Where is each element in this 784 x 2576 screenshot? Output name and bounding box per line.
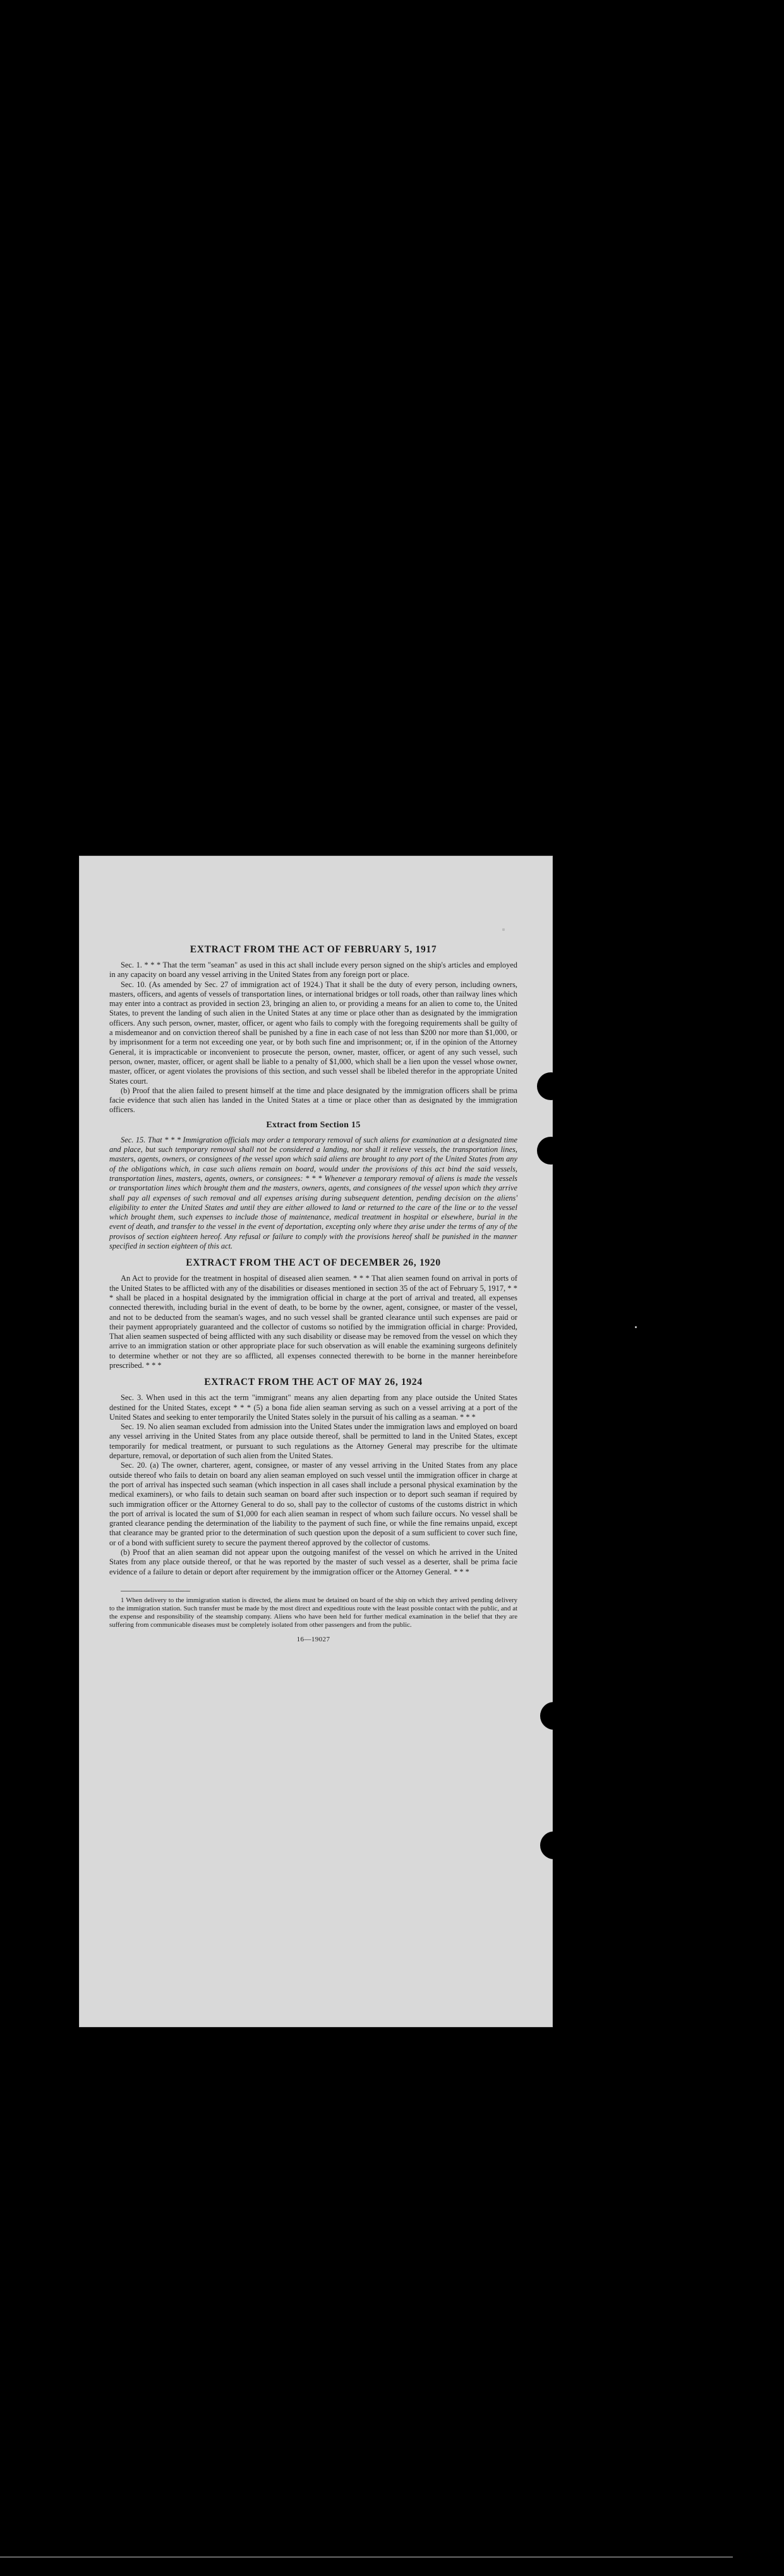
document-body (109, 944, 517, 1643)
spacer (109, 1251, 517, 1257)
heading-act-1920: EXTRACT FROM THE ACT OF DECEMBER 26, 1920 (186, 1257, 441, 1269)
heading-act-1917: EXTRACT FROM THE ACT OF FEBRUARY 5, 1917 (190, 944, 437, 955)
scan-speck (502, 928, 505, 931)
punch-hole-1 (537, 1072, 553, 1100)
spacer (109, 1370, 517, 1377)
paragraph-sec-20-b: (b) Proof that an alien seaman did not appear upon the outgoing manifest of the vessel on which he arrived in the United States from any place outside thereof, or that he was reported by the master of such vessel as a deserter, shall be prima facie evidence of a failure to detain or deport after requirement by the immigration officer or the Attorney General. * * * (109, 1548, 517, 1576)
paragraph-sec-19: Sec. 19. No alien seaman excluded from admission into the United States under the immigration laws and employed on board any vessel arriving in the United States from any place outside thereof, shall be permitted to land in the United States, except temporarily for medical treatment, or pursuant to such regulations as the Attorney General may prescribe for the ultimate departure, removal, or deportation of such alien from the United States. (109, 1422, 517, 1461)
paragraph-sec-20-a: Sec. 20. (a) The owner, charterer, agent, consignee, or master of any vessel arriving in the United States from any place outside thereof who fails to detain on board any alien seaman employed on such vessel until the immigration officer in charge at the port of arrival has inspected such seaman (which inspection in all cases shall include a personal physical examination by the medical examiners), or who fails to detain such seaman on board after such inspection or to deport such seaman if required by such immigration officer or the Attorney General to do so, shall pay to the collector of customs of the customs district in which the port of arrival is located the sum of $1,000 for each alien seaman in respect of whom such failure occurs. No vessel shall be granted clearance pending the determination of the liability to the payment of such fine, or while the fine remains unpaid, except that clearance may be granted prior to the determination of such question upon the deposit of a sum sufficient to cover such fine, or of a bond with sufficient surety to secure the payment thereof approved by the collector of customs. (109, 1461, 517, 1547)
punch-hole-4 (540, 1831, 553, 1859)
paragraph-sec-15: Sec. 15. That * * * Immigration officials may order a temporary removal of such aliens for examination at a designated time and place, but such temporary removal shall not be considered a landing, nor shall it relieve vessels, the transportation lines, masters, agents, owners, or consignees of the vessel upon which said aliens are brought to any port of the United States from any of the obligations which, in case such aliens remain on board, would under the provisions of this act bind the said vessels, transportation lines, masters, agents, owners, or consignees: * * * Whenever a temporary removal of aliens is made the vessels or transportation lines which brought them and the masters, owners, agents, and consignees of the vessel upon which they arrive shall pay all expenses of such removal and all expenses arising during subsequent detention, pending decision on the aliens' eligibility to enter the United States and until they are either allowed to land or returned to the care of the line or to the vessel which brought them, such expenses to include those of maintenance, medical treatment in hospital or elsewhere, burial in the event of death, and transfer to the vessel in the event of deportation, excepting only where they arise under the terms of any of the provisos of section eighteen hereof. Any refusal or failure to comply with the provisions hereof shall be punished in the manner specified in section eighteen of this act. (109, 1135, 517, 1251)
heading-act-1924: EXTRACT FROM THE ACT OF MAY 26, 1924 (204, 1377, 423, 1388)
paragraph-sec-1: Sec. 1. * * * That the term "seaman" as used in this act shall include every person signed on the ship's articles and employed in any capacity on board any vessel arriving in the United States from any foreign port or place. (109, 961, 517, 979)
punch-hole-2 (537, 1137, 553, 1165)
paragraph-act-1920: An Act to provide for the treatment in hospital of diseased alien seamen. * * * That alien seamen found on arrival in ports of the United States to be afflicted with any of the disabilities or diseases mentioned in section 35 of the act of February 5, 1917, * * * shall be placed in a hospital designated by the immigration official in charge at the port of arrival and treated, all expenses connected therewith, including burial in the event of death, to be borne by the owner, agent, consignee, or master of the vessel, and not to be deducted from the seaman's wages, and no such vessel shall be granted clearance until such expenses are paid or their payment appropriately guaranteed and the collector of customs so notified by the immigration official in charge: Provided, That alien seamen suspected of being afflicted with any such disability or disease may be removed from the vessel on which they arrive to an immigration station or other appropriate place for such observation as will enable the examining surgeons definitely to determine whether or not they are so afflicted, all expenses connected therewith to be borne in the manner hereinbefore prescribed. * * * (109, 1274, 517, 1370)
document-page (79, 856, 553, 2027)
punch-hole-3 (540, 1702, 553, 1730)
footnote: 1 When delivery to the immigration station is directed, the aliens must be detained on board of the ship on which they arrived pending delivery to the immigration station. Such transfer must be made by the most direct and expeditious route with the least possible contact with the public, and at the expense and responsibility of the steamship company. Aliens who have been held for further medical examination in the belief that they are suffering from communicable diseases must be completely isolated from other passengers and from the public. (109, 1596, 517, 1629)
scan-edge-line (0, 2556, 733, 2558)
paragraph-sec-10-b: (b) Proof that the alien failed to present himself at the time and place designated by the immigration officers shall be prima facie evidence that such alien has landed in the United States at a time or place other than as designated by the immigration officers. (109, 1086, 517, 1115)
paragraph-sec-10: Sec. 10. (As amended by Sec. 27 of immigration act of 1924.) That it shall be the duty of every person, including owners, masters, officers, and agents of vessels of transportation lines, or international bridges or toll roads, other than railway lines which may enter into a contract as provided in section 23, bringing an alien to, or providing a means for an alien to come to, the United States, to prevent the landing of such alien in the United States at any time or place other than as designated by the immigration officers. Any such person, owner, master, officer, or agent who fails to comply with the foregoing requirements shall be guilty of a misdemeanor and on conviction thereof shall be punished by a fine in each case of not less than $200 nor more than $1,000, or by imprisonment for a term not exceeding one year, or by both such fine and imprisonment; or, if in the opinion of the Attorney General, it is impracticable or inconvenient to prosecute the person, owner, master, officer, or agent of any such vessel, such person, owner, master, officer, or agent shall be liable to a penalty of $1,000, which shall be a lien upon the vessel whose owner, master, officer, or agent violates the provisions of this section, and such vessel shall be libeled therefor in the appropriate United States court. (109, 979, 517, 1086)
scan-speck (635, 1326, 637, 1328)
paragraph-sec-3: Sec. 3. When used in this act the term "immigrant" means any alien departing from any place outside the United States destined for the United States, except * * * (5) a bona fide alien seaman serving as such on a vessel arriving at a port of the United States and seeking to enter temporarily the United States solely in the pursuit of his calling as a seaman. * * * (109, 1393, 517, 1422)
form-code: 16—19027 (296, 1635, 330, 1643)
heading-section-15: Extract from Section 15 (266, 1120, 361, 1130)
